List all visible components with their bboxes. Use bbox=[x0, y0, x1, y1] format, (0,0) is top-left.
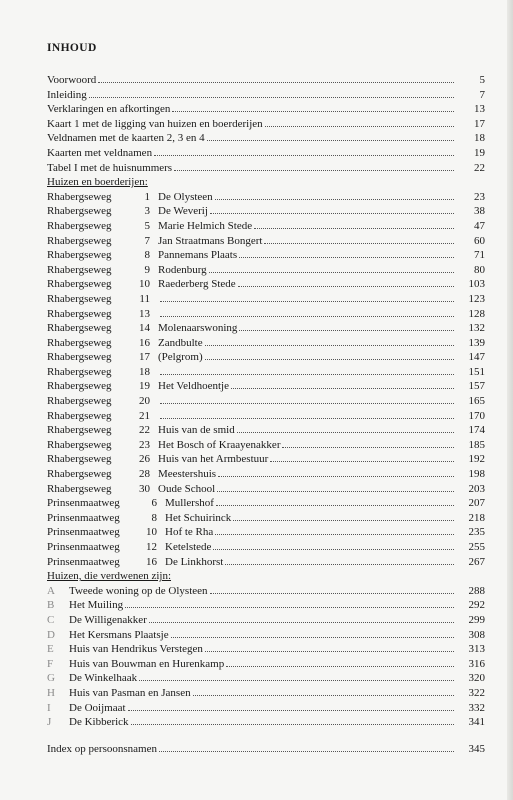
street-name: Rhabergseweg bbox=[47, 482, 112, 495]
dot-leader bbox=[160, 315, 454, 317]
street-name: Rhabergseweg bbox=[47, 351, 112, 364]
house-number: 7 bbox=[144, 234, 150, 247]
house-name: Het Muiling bbox=[69, 599, 124, 612]
house-name: Molenaarswoning bbox=[158, 322, 238, 335]
house-number: 8 bbox=[151, 511, 157, 524]
street-name: Rhabergseweg bbox=[47, 278, 112, 291]
entry-title bbox=[47, 598, 123, 613]
toc-entry bbox=[47, 409, 485, 424]
house-number: 18 bbox=[139, 365, 150, 378]
toc-entry bbox=[47, 628, 485, 643]
entry-title bbox=[47, 146, 152, 161]
dot-leader bbox=[128, 709, 454, 711]
entry-label: Voorwoord bbox=[47, 74, 97, 86]
house-number: 1 bbox=[144, 190, 150, 203]
toc-entry bbox=[47, 525, 485, 540]
house-number: 16 bbox=[139, 336, 150, 349]
house-number: 23 bbox=[139, 438, 150, 451]
dot-leader bbox=[216, 504, 454, 506]
house-name: Hof te Rha bbox=[165, 526, 214, 539]
house-letter: B bbox=[47, 599, 55, 612]
dot-leader bbox=[226, 665, 454, 667]
dot-leader bbox=[205, 358, 454, 360]
toc-entry bbox=[47, 321, 485, 336]
entry-label: Veldnamen met de kaarten 2, 3 en 4 bbox=[47, 132, 205, 145]
page-number: 165 bbox=[468, 395, 485, 408]
entry-title bbox=[47, 131, 205, 146]
house-number: 17 bbox=[139, 351, 150, 364]
dot-leader bbox=[125, 606, 454, 608]
dot-leader bbox=[89, 96, 454, 98]
toc-entry bbox=[47, 350, 485, 365]
toc-entry bbox=[47, 88, 485, 103]
entry-title bbox=[47, 657, 224, 672]
house-name: Huis van de smid bbox=[158, 424, 235, 437]
toc-entry bbox=[47, 234, 485, 249]
street-name: Rhabergseweg bbox=[47, 205, 112, 218]
page-number: 38 bbox=[474, 205, 485, 218]
house-name: Rodenburg bbox=[158, 263, 207, 276]
index-label: Index op persoonsnamen bbox=[47, 742, 157, 755]
entry-title bbox=[47, 482, 215, 497]
house-name: Jan Straatmans Bongert bbox=[158, 234, 263, 247]
entry-title bbox=[47, 686, 191, 701]
house-number: 16 bbox=[146, 555, 157, 568]
toc-entry bbox=[47, 686, 485, 701]
entry-title bbox=[47, 496, 214, 511]
entry-title bbox=[47, 671, 137, 686]
house-number: 22 bbox=[139, 424, 150, 437]
entry-label: Verklaringen en afkortingen bbox=[47, 103, 171, 116]
house-number: 28 bbox=[139, 468, 150, 481]
toc-entry bbox=[47, 117, 485, 132]
house-name: (Pelgrom) bbox=[158, 351, 203, 364]
house-letter: J bbox=[47, 716, 52, 729]
house-letter: C bbox=[47, 613, 55, 626]
toc-entry bbox=[47, 204, 485, 219]
entry-label: Kaarten met veldnamen bbox=[47, 146, 153, 159]
house-letter: E bbox=[47, 643, 54, 656]
entry-label: Kaart 1 met de ligging van huizen en boerderijen bbox=[47, 117, 263, 130]
page-number: 207 bbox=[468, 497, 485, 510]
page-number: 332 bbox=[468, 701, 485, 714]
toc-entry bbox=[47, 613, 485, 628]
house-number: 21 bbox=[139, 409, 150, 422]
street-name: Rhabergseweg bbox=[47, 468, 112, 481]
house-name: Huis van Hendrikus Verstegen bbox=[69, 643, 203, 656]
entry-title bbox=[47, 555, 223, 570]
dot-leader bbox=[264, 242, 454, 244]
toc-entry bbox=[47, 467, 485, 482]
toc-entry bbox=[47, 379, 485, 394]
street-name: Prinsenmaatweg bbox=[47, 497, 120, 510]
toc-entry bbox=[47, 307, 485, 322]
page-number: 71 bbox=[474, 249, 485, 262]
entry-title bbox=[47, 277, 236, 292]
toc-entry bbox=[47, 146, 485, 161]
page-number: 7 bbox=[479, 88, 485, 101]
street-name: Rhabergseweg bbox=[47, 336, 112, 349]
entry-title bbox=[47, 701, 126, 716]
house-name: Het Veldhoentje bbox=[158, 380, 229, 393]
entry-title bbox=[47, 336, 203, 351]
house-name: Tweede woning op de Olysteen bbox=[69, 584, 208, 597]
toc-entry bbox=[47, 555, 485, 570]
dot-leader bbox=[210, 212, 454, 214]
entry-title bbox=[47, 204, 208, 219]
page-number: 316 bbox=[468, 657, 485, 670]
entry-title bbox=[47, 248, 237, 263]
toc-entry bbox=[47, 742, 485, 757]
street-name: Prinsenmaatweg bbox=[47, 511, 120, 524]
entry-title bbox=[47, 525, 213, 540]
dot-leader bbox=[149, 621, 454, 623]
entry-title bbox=[47, 511, 231, 526]
dot-leader bbox=[174, 169, 454, 171]
street-name: Rhabergseweg bbox=[47, 292, 112, 305]
street-name: Prinsenmaatweg bbox=[47, 541, 120, 553]
toc-entry bbox=[47, 715, 485, 730]
toc-entry bbox=[47, 642, 485, 657]
page-number: 147 bbox=[468, 351, 485, 364]
street-name: Rhabergseweg bbox=[47, 395, 112, 408]
dot-leader bbox=[215, 198, 454, 200]
house-name: De Willigenakker bbox=[69, 613, 147, 626]
street-name: Rhabergseweg bbox=[47, 307, 112, 320]
house-letter: D bbox=[47, 628, 55, 641]
dot-leader bbox=[231, 387, 454, 389]
dot-leader bbox=[233, 519, 454, 521]
house-letter: G bbox=[47, 672, 55, 685]
entry-title bbox=[47, 584, 208, 599]
street-name: Rhabergseweg bbox=[47, 438, 112, 451]
page-number: 288 bbox=[468, 584, 485, 597]
page-number: 308 bbox=[468, 628, 485, 641]
street-name: Rhabergseweg bbox=[47, 190, 112, 203]
dot-leader bbox=[217, 490, 454, 492]
house-number: 13 bbox=[139, 307, 150, 320]
toc-entry bbox=[47, 598, 485, 613]
entry-title bbox=[47, 742, 157, 757]
dot-leader bbox=[160, 300, 454, 302]
house-number: 19 bbox=[139, 380, 150, 393]
house-name: Het Bosch of Kraayenakker bbox=[158, 438, 281, 451]
dot-leader bbox=[215, 533, 454, 535]
page-number: 185 bbox=[468, 438, 485, 451]
toc-entry bbox=[47, 248, 485, 263]
house-name: Zandbulte bbox=[158, 336, 203, 349]
dot-leader bbox=[131, 723, 454, 725]
house-name: De Linkhorst bbox=[165, 555, 224, 568]
house-name: Ketelstede bbox=[165, 541, 212, 553]
toc-entry bbox=[47, 496, 485, 511]
entry-title bbox=[47, 88, 87, 103]
page-number: 19 bbox=[474, 146, 485, 159]
page-number: 322 bbox=[468, 686, 485, 699]
dot-leader bbox=[98, 81, 454, 83]
house-name: Huis van Bouwman en Hurenkamp bbox=[69, 657, 225, 670]
house-name: De Kibberick bbox=[69, 716, 129, 729]
toc-entry bbox=[47, 292, 485, 307]
street-name: Rhabergseweg bbox=[47, 409, 112, 422]
page-number: 267 bbox=[468, 555, 485, 568]
street-name: Rhabergseweg bbox=[47, 453, 112, 466]
page-number: 174 bbox=[468, 424, 485, 437]
entry-title bbox=[47, 307, 158, 322]
toc-entry bbox=[47, 365, 485, 380]
page-number: 313 bbox=[468, 643, 485, 656]
house-name: De Winkelhaak bbox=[69, 672, 138, 685]
entry-title bbox=[47, 350, 203, 365]
page-number: 170 bbox=[468, 409, 485, 422]
house-name: De Weverij bbox=[158, 205, 208, 218]
page-title: INHOUD bbox=[47, 42, 97, 54]
dot-leader bbox=[172, 110, 454, 112]
dot-leader bbox=[225, 563, 454, 565]
house-number: 3 bbox=[144, 205, 150, 218]
page-number: 218 bbox=[468, 511, 485, 524]
dot-leader bbox=[270, 460, 454, 462]
entry-label: Inleiding bbox=[47, 88, 87, 101]
entry-title bbox=[47, 540, 211, 555]
toc-entry bbox=[47, 438, 485, 453]
toc-entry bbox=[47, 452, 485, 467]
toc-entry bbox=[47, 102, 485, 117]
house-number: 20 bbox=[139, 395, 150, 408]
toc-entry bbox=[47, 701, 485, 716]
dot-leader bbox=[254, 227, 454, 229]
toc-entry bbox=[47, 423, 485, 438]
page-number: 299 bbox=[468, 613, 485, 626]
entry-title bbox=[47, 102, 170, 117]
house-number: 12 bbox=[146, 541, 157, 553]
house-letter: A bbox=[47, 584, 55, 597]
page-number: 22 bbox=[474, 161, 485, 174]
entry-title bbox=[47, 321, 237, 336]
toc-entry bbox=[47, 584, 485, 599]
entry-title bbox=[47, 73, 96, 88]
dot-leader bbox=[213, 548, 454, 550]
street-name: Rhabergseweg bbox=[47, 263, 112, 276]
entry-label: Tabel I met de huisnummers bbox=[47, 161, 173, 174]
toc-entry bbox=[47, 336, 485, 351]
page-number: 80 bbox=[474, 263, 485, 276]
toc-entry bbox=[47, 394, 485, 409]
dot-leader bbox=[265, 125, 454, 127]
house-name: Meestershuis bbox=[158, 468, 217, 481]
page-number: 320 bbox=[468, 672, 485, 685]
street-name: Rhabergseweg bbox=[47, 424, 112, 437]
toc-entry bbox=[47, 73, 485, 88]
house-name: Huis van Pasman en Jansen bbox=[69, 686, 191, 699]
house-number: 11 bbox=[139, 292, 150, 305]
entry-title bbox=[47, 365, 158, 380]
spacer bbox=[47, 730, 485, 742]
table-of-contents bbox=[47, 73, 485, 756]
dot-leader bbox=[171, 636, 454, 638]
entry-title bbox=[47, 409, 158, 424]
house-name: Raederberg Stede bbox=[158, 278, 236, 291]
page-number: 157 bbox=[468, 380, 485, 393]
house-name: Huis van het Armbestuur bbox=[158, 453, 269, 466]
page-number: 47 bbox=[474, 219, 485, 232]
house-letter: H bbox=[47, 686, 55, 699]
entry-title bbox=[47, 117, 263, 132]
street-name: Rhabergseweg bbox=[47, 219, 112, 232]
page-number: 13 bbox=[474, 103, 485, 116]
dot-leader bbox=[239, 329, 454, 331]
entry-title bbox=[47, 190, 213, 205]
street-name: Rhabergseweg bbox=[47, 249, 112, 262]
toc-entry bbox=[47, 511, 485, 526]
house-name: Mullershof bbox=[165, 497, 214, 510]
dot-leader bbox=[193, 694, 454, 696]
dot-leader bbox=[160, 417, 454, 419]
dot-leader bbox=[207, 139, 454, 141]
toc-entry bbox=[47, 263, 485, 278]
house-number: 5 bbox=[144, 219, 150, 232]
house-name: Het Kersmans Plaatsje bbox=[69, 628, 169, 641]
dot-leader bbox=[160, 373, 454, 375]
house-name: Het Schuirinck bbox=[165, 511, 232, 524]
street-name: Prinsenmaatweg bbox=[47, 555, 120, 568]
dot-leader bbox=[238, 285, 454, 287]
entry-title bbox=[47, 394, 158, 409]
entry-title bbox=[47, 219, 252, 234]
page-number: 139 bbox=[468, 336, 485, 349]
dot-leader bbox=[205, 650, 454, 652]
page-edge bbox=[507, 0, 513, 800]
house-name: Oude School bbox=[158, 482, 216, 495]
section-heading-houses: Huizen en boerderijen: bbox=[47, 176, 148, 189]
entry-title bbox=[47, 438, 280, 453]
street-name: Rhabergseweg bbox=[47, 380, 112, 393]
page-number: 292 bbox=[468, 599, 485, 612]
page-number: 132 bbox=[468, 322, 485, 335]
house-number: 9 bbox=[144, 263, 150, 276]
toc-entry bbox=[47, 161, 485, 176]
entry-title bbox=[47, 467, 216, 482]
house-name: De Olysteen bbox=[158, 190, 213, 203]
entry-title bbox=[47, 292, 158, 307]
toc-entry bbox=[47, 540, 485, 555]
page-number: 123 bbox=[468, 292, 485, 305]
dot-leader bbox=[282, 446, 454, 448]
page-number: 341 bbox=[468, 716, 485, 729]
toc-entry bbox=[47, 482, 485, 497]
page-number: 103 bbox=[468, 278, 485, 291]
house-letter: F bbox=[47, 657, 54, 670]
dot-leader bbox=[209, 271, 454, 273]
toc-entry bbox=[47, 190, 485, 205]
page-number: 192 bbox=[468, 453, 485, 466]
dot-leader bbox=[205, 344, 454, 346]
house-letter: I bbox=[47, 701, 51, 714]
dot-leader bbox=[139, 679, 454, 681]
page-number: 198 bbox=[468, 468, 485, 481]
dot-leader bbox=[218, 475, 454, 477]
page-number: 151 bbox=[468, 365, 485, 378]
entry-title bbox=[47, 234, 262, 249]
house-name: De Ooijmaat bbox=[69, 701, 126, 714]
entry-title bbox=[47, 161, 172, 176]
page-number: 203 bbox=[468, 482, 485, 495]
page-number: 255 bbox=[468, 541, 485, 553]
dot-leader bbox=[159, 750, 454, 752]
entry-title bbox=[47, 613, 147, 628]
entry-title bbox=[47, 642, 203, 657]
entry-title bbox=[47, 263, 207, 278]
house-number: 14 bbox=[139, 322, 150, 335]
entry-title bbox=[47, 423, 235, 438]
page-number: 60 bbox=[474, 234, 485, 247]
toc-entry bbox=[47, 671, 485, 686]
house-name: Marie Helmich Stede bbox=[158, 219, 253, 232]
dot-leader bbox=[154, 154, 454, 156]
street-name: Rhabergseweg bbox=[47, 365, 112, 378]
dot-leader bbox=[239, 256, 454, 258]
street-name: Rhabergseweg bbox=[47, 322, 112, 335]
dot-leader bbox=[237, 431, 454, 433]
entry-title bbox=[47, 452, 268, 467]
house-name: Pannemans Plaats bbox=[158, 249, 238, 262]
toc-entry bbox=[47, 277, 485, 292]
page-number: 128 bbox=[468, 307, 485, 320]
page-number: 345 bbox=[468, 742, 485, 755]
page-number: 5 bbox=[479, 74, 485, 86]
house-number: 10 bbox=[139, 278, 150, 291]
house-number: 6 bbox=[151, 497, 157, 510]
entry-title bbox=[47, 628, 169, 643]
page-number: 18 bbox=[474, 132, 485, 145]
page-number: 235 bbox=[468, 526, 485, 539]
house-number: 30 bbox=[139, 482, 150, 495]
toc-entry bbox=[47, 131, 485, 146]
house-number: 10 bbox=[146, 526, 157, 539]
page-number: 23 bbox=[474, 190, 485, 203]
page-number: 17 bbox=[474, 117, 485, 130]
house-number: 26 bbox=[139, 453, 150, 466]
toc-entry bbox=[47, 657, 485, 672]
dot-leader bbox=[160, 402, 454, 404]
street-name: Prinsenmaatweg bbox=[47, 526, 120, 539]
street-name: Rhabergseweg bbox=[47, 234, 112, 247]
entry-title bbox=[47, 715, 129, 730]
entry-title bbox=[47, 379, 229, 394]
toc-entry bbox=[47, 219, 485, 234]
house-number: 8 bbox=[144, 249, 150, 262]
section-heading-vanished: Huizen, die verdwenen zijn: bbox=[47, 570, 172, 583]
dot-leader bbox=[210, 592, 454, 594]
